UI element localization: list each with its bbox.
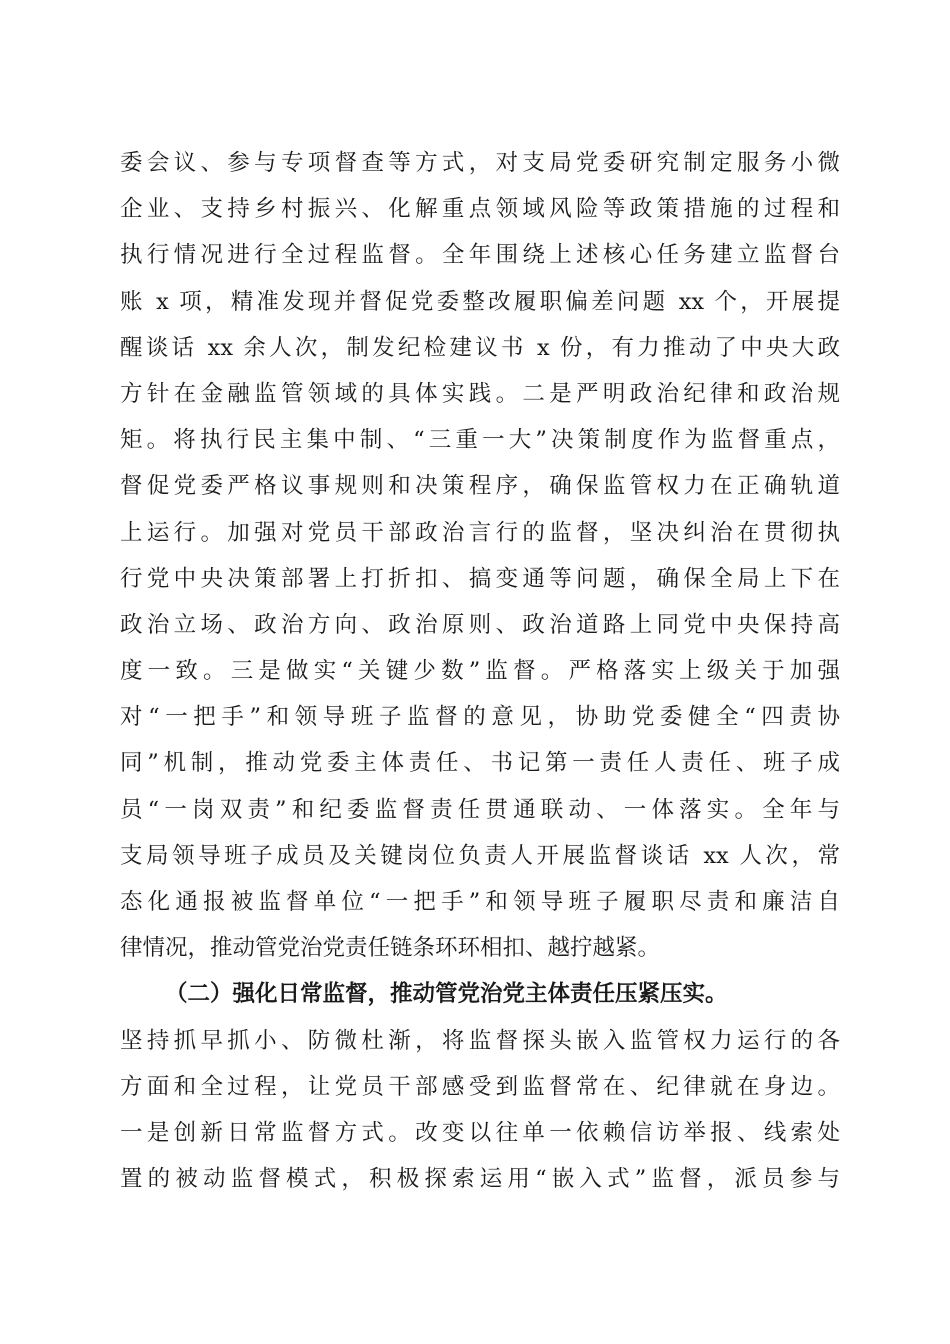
text-line: 账 x 项，精准发现并督促党委整改履职偏差问题 xx 个，开展提 — [120, 288, 840, 315]
text-line: 方面和全过程，让党员干部感受到监督常在、纪律就在身边。 — [120, 1073, 840, 1100]
text-line: 醒谈话 xx 余人次，制发纪检建议书 x 份，有力推动了中央大政 — [120, 334, 840, 361]
body-text — [120, 140, 840, 1202]
text-line: 对“一把手”和领导班子监督的意见，协助党委健全“四责协 — [120, 704, 840, 731]
text-line: 执行情况进行全过程监督。全年围绕上述核心任务建立监督台 — [120, 242, 840, 269]
text-line: 员“一岗双责”和纪委监督责任贯通联动、一体落实。全年与 — [120, 796, 840, 823]
text-line: 督促党委严格议事规则和决策程序，确保监管权力在正确轨道 — [120, 473, 840, 500]
text-line: 同”机制，推动党委主体责任、书记第一责任人责任、班子成 — [120, 750, 840, 777]
text-line: 委会议、参与专项督查等方式，对支局党委研究制定服务小微 — [120, 150, 840, 176]
text-line: 律情况，推动管党治党责任链条环环相扣、越拧越紧。 — [120, 935, 661, 962]
text-line: 度一致。三是做实“关键少数”监督。严格落实上级关于加强 — [120, 658, 840, 685]
section-heading: （二）强化日常监督，推动管党治党主体责任压紧压实。 — [165, 981, 728, 1008]
text-line: 态化通报被监督单位“一把手”和领导班子履职尽责和廉洁自 — [120, 889, 840, 915]
text-line: 置的被动监督模式，积极探索运用“嵌入式”监督，派员参与 — [120, 1166, 840, 1193]
text-line: 一是创新日常监督方式。改变以往单一依赖信访举报、线索处 — [120, 1119, 840, 1146]
text-line: 上运行。加强对党员干部政治言行的监督，坚决纠治在贯彻执 — [120, 519, 840, 546]
text-line: 支局领导班子成员及关键岗位负责人开展监督谈话 xx 人次，常 — [120, 842, 840, 869]
text-line: 方针在金融监管领域的具体实践。二是严明政治纪律和政治规 — [120, 380, 840, 407]
text-line: 企业、支持乡村振兴、化解重点领域风险等政策措施的过程和 — [120, 196, 840, 223]
text-line: 坚持抓早抓小、防微杜渐，将监督探头嵌入监管权力运行的各 — [120, 1027, 840, 1054]
text-line: 行党中央决策部署上打折扣、搞变通等问题，确保全局上下在 — [120, 565, 840, 592]
text-line: 政治立场、政治方向、政治原则、政治道路上同党中央保持高 — [120, 611, 840, 638]
text-line: 矩。将执行民主集中制、“三重一大”决策制度作为监督重点， — [120, 427, 840, 454]
